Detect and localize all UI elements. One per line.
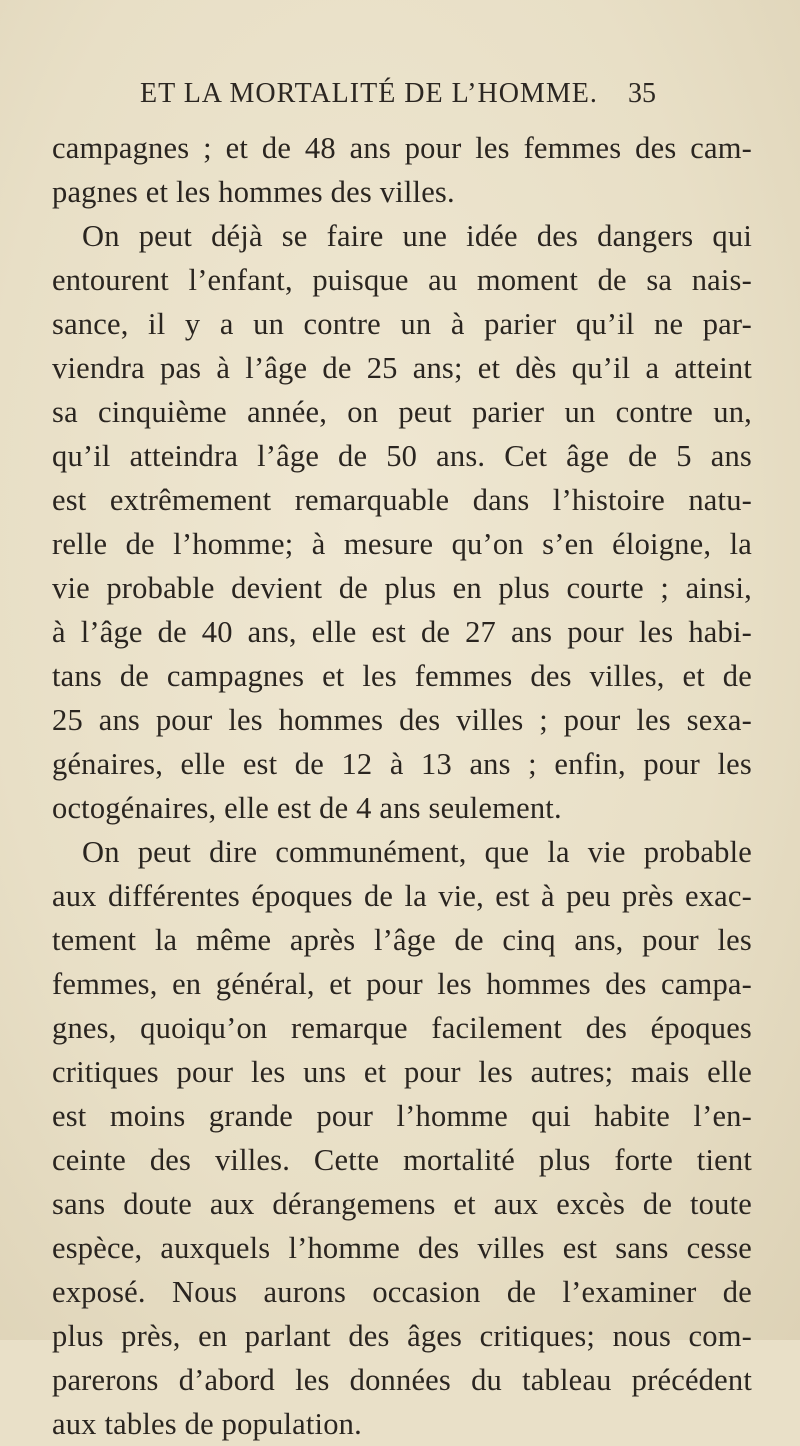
text-line: espèce, auxquels l’homme des villes est sans cesse [52, 1231, 752, 1265]
text-line: On peut déjà se faire une idée des dangers qui [82, 219, 752, 253]
text-line: aux différentes époques de la vie, est à peu près exac- [52, 879, 752, 913]
text-line: sance, il y a un contre un à parier qu’il ne par- [52, 307, 752, 341]
text-line: 25 ans pour les hommes des villes ; pour les sexa- [52, 703, 752, 737]
text-line: est extrêmement remarquable dans l’histoire natu- [52, 483, 752, 517]
text-line: aux tables de population. [52, 1407, 362, 1441]
text-line: génaires, elle est de 12 à 13 ans ; enfin, pour les [52, 747, 752, 781]
text-line: à l’âge de 40 ans, elle est de 27 ans pour les habi- [52, 615, 752, 649]
text-line: exposé. Nous aurons occasion de l’examiner de [52, 1275, 752, 1309]
text-line: parerons d’abord les données du tableau précédent [52, 1363, 752, 1397]
text-line: qu’il atteindra l’âge de 50 ans. Cet âge de 5 ans [52, 439, 752, 473]
text-line: plus près, en parlant des âges critiques; nous com- [52, 1319, 752, 1353]
text-line: tans de campagnes et les femmes des villes, et de [52, 659, 752, 693]
text-line: relle de l’homme; à mesure qu’on s’en éloigne, la [52, 527, 752, 561]
text-line: sa cinquième année, on peut parier un contre un, [52, 395, 752, 429]
text-line: tement la même après l’âge de cinq ans, pour les [52, 923, 752, 957]
page-header [140, 78, 660, 118]
text-line: viendra pas à l’âge de 25 ans; et dès qu’il a atteint [52, 351, 752, 385]
text-line: critiques pour les uns et pour les autres; mais elle [52, 1055, 752, 1089]
text-line: vie probable devient de plus en plus courte ; ainsi, [52, 571, 752, 605]
text-line: ceinte des villes. Cette mortalité plus forte tient [52, 1143, 752, 1177]
text-line: octogénaires, elle est de 4 ans seulement. [52, 791, 562, 825]
body-text [52, 126, 752, 1446]
text-line: entourent l’enfant, puisque au moment de sa nais- [52, 263, 752, 297]
page-number: 35 [628, 78, 656, 109]
text-line: campagnes ; et de 48 ans pour les femmes des cam- [52, 131, 752, 165]
text-line: On peut dire communément, que la vie probable [82, 835, 752, 869]
text-line: pagnes et les hommes des villes. [52, 175, 455, 209]
text-line: sans doute aux dérangemens et aux excès de toute [52, 1187, 752, 1221]
text-line: femmes, en général, et pour les hommes des campa- [52, 967, 752, 1001]
text-line: gnes, quoiqu’on remarque facilement des époques [52, 1011, 752, 1045]
text-line: est moins grande pour l’homme qui habite l’en- [52, 1099, 752, 1133]
running-title: ET LA MORTALITÉ DE L’HOMME. [140, 78, 598, 109]
